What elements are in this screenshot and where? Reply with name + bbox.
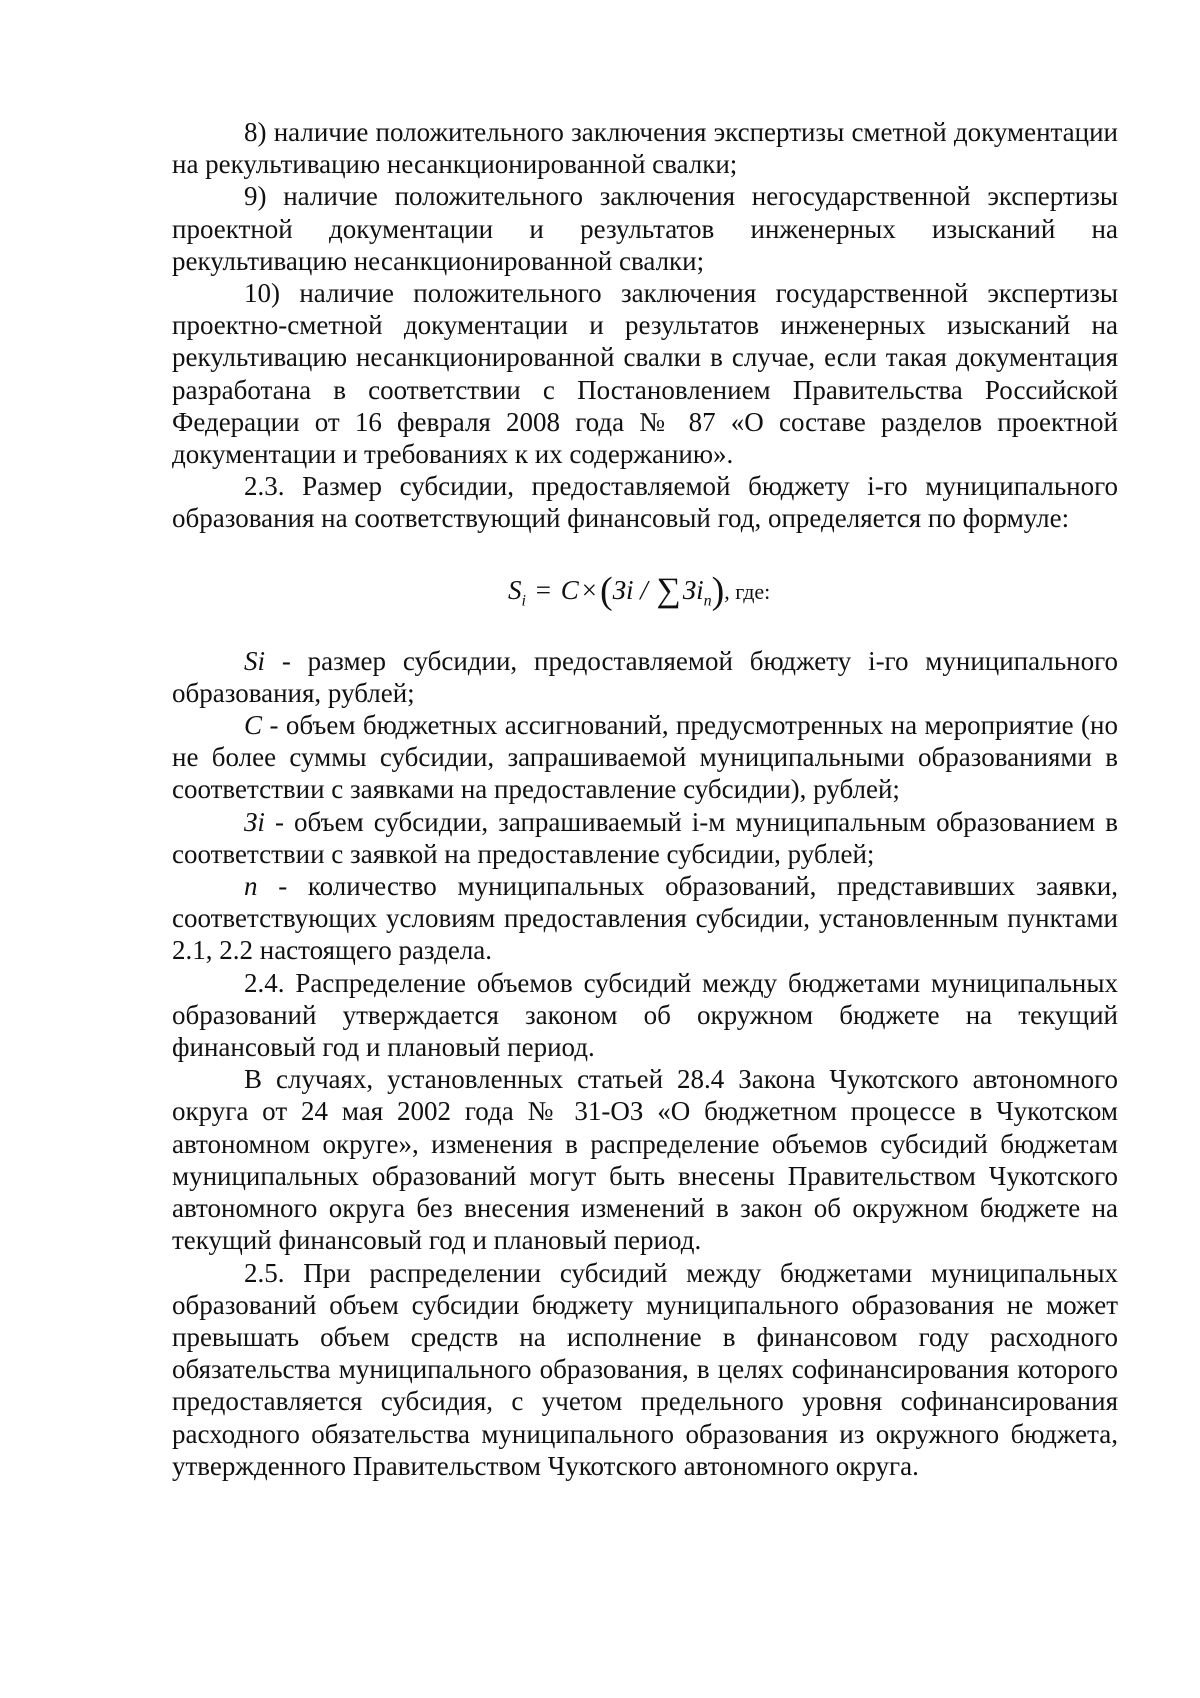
definition-zi bbox=[172, 806, 1118, 870]
definition-si bbox=[172, 645, 1118, 709]
definition-zi-var: Зi bbox=[244, 806, 265, 837]
document-body bbox=[172, 116, 1118, 1482]
formula-c: C bbox=[560, 574, 579, 605]
subsidy-formula-row bbox=[172, 535, 1118, 645]
definition-c-text: - объем бюджетных ассигнований, предусмотренных на мероприятие (но не более суммы субсидии, запрашиваемой муниципальными образованиями в соответствии с заявками на предоставление субсидии), рублей; bbox=[172, 710, 1118, 805]
formula-denominator: Зi bbox=[682, 574, 704, 605]
formula-sigma: ∑ bbox=[656, 571, 681, 609]
formula-slash: / bbox=[640, 574, 648, 605]
formula-denominator-subscript: n bbox=[703, 592, 712, 610]
formula-lhs: S bbox=[508, 574, 522, 605]
formula-suffix: , где: bbox=[724, 578, 771, 604]
item-9-paragraph: 9) наличие положительного заключения негосударственной экспертизы проектной документации и результатов инженерных изысканий на рекультивацию несанкционированной свалки; bbox=[172, 181, 1118, 276]
definition-c-var: C bbox=[244, 710, 263, 741]
formula-times: × bbox=[581, 574, 597, 605]
definition-n-var: n bbox=[244, 871, 258, 902]
formula-equals: = bbox=[535, 574, 551, 605]
formula-numerator: Зi bbox=[612, 574, 634, 605]
formula-lhs-subscript: i bbox=[521, 592, 526, 610]
definition-n bbox=[172, 870, 1118, 967]
definition-si-var: Si bbox=[244, 645, 266, 676]
definition-c bbox=[172, 709, 1118, 806]
section-2-5-paragraph: 2.5. При распределении субсидий между бюджетами муниципальных образований объем субсидии бюджету муниципального образования не может превышать объем средств на исполнение в финансовом году расходного обязательства муниципального образования, в целях софинансирования которого предоставляется субсидия, с учетом предельного уровня софинансирования расходного обязательства муниципального образования из окружного бюджета, утвержденного Правительством Чукотского автономного округа. bbox=[172, 1257, 1118, 1481]
section-2-4-paragraph: 2.4. Распределение объемов субсидий между бюджетами муниципальных образований утверждается законом об окружном бюджете на текущий финансовый год и плановый период. bbox=[172, 967, 1118, 1063]
definition-zi-text: - объем субсидии, запрашиваемый i-м муниципальным образованием в соответствии с заявкой на предоставление субсидии, рублей; bbox=[172, 806, 1118, 869]
definition-n-text: - количество муниципальных образований, представивших заявки, соответствующих условиям предоставления субсидии, установленным пунктами 2.1, 2.2 настоящего раздела. bbox=[172, 871, 1118, 966]
law-28-4-paragraph: В случаях, установленных статьей 28.4 Закона Чукотского автономного округа от 24 мая 2002 года № 31-ОЗ «О бюджетном процессе в Чукотском автономном округе», изменения в распределение объемов субсидий бюджетам муниципальных образований могут быть внесены Правительством Чукотского автономного округа без внесения изменений в закон об окружном бюджете на текущий финансовый год и плановый период. bbox=[172, 1064, 1118, 1256]
definition-si-text: - размер субсидии, предоставляемой бюджету i-го муниципального образования, рублей; bbox=[172, 645, 1118, 708]
formula-close-paren: ) bbox=[711, 569, 725, 612]
subsidy-formula bbox=[508, 569, 771, 618]
formula-open-paren: ( bbox=[599, 569, 613, 612]
item-8-paragraph: 8) наличие положительного заключения экспертизы сметной документации на рекультивацию несанкционированной свалки; bbox=[172, 117, 1118, 180]
section-2-3-paragraph: 2.3. Размер субсидии, предоставляемой бюджету i-го муниципального образования на соответствующий финансовый год, определяется по формуле: bbox=[172, 471, 1118, 534]
item-10-paragraph: 10) наличие положительного заключения государственной экспертизы проектно-сметной документации и результатов инженерных изысканий на рекультивацию несанкционированной свалки в случае, если такая документация разработана в соответствии с Постановлением Правительства Российской Федерации от 16 февраля 2008 года № 87 «О составе разделов проектной документации и требованиях к их содержанию». bbox=[172, 278, 1118, 470]
